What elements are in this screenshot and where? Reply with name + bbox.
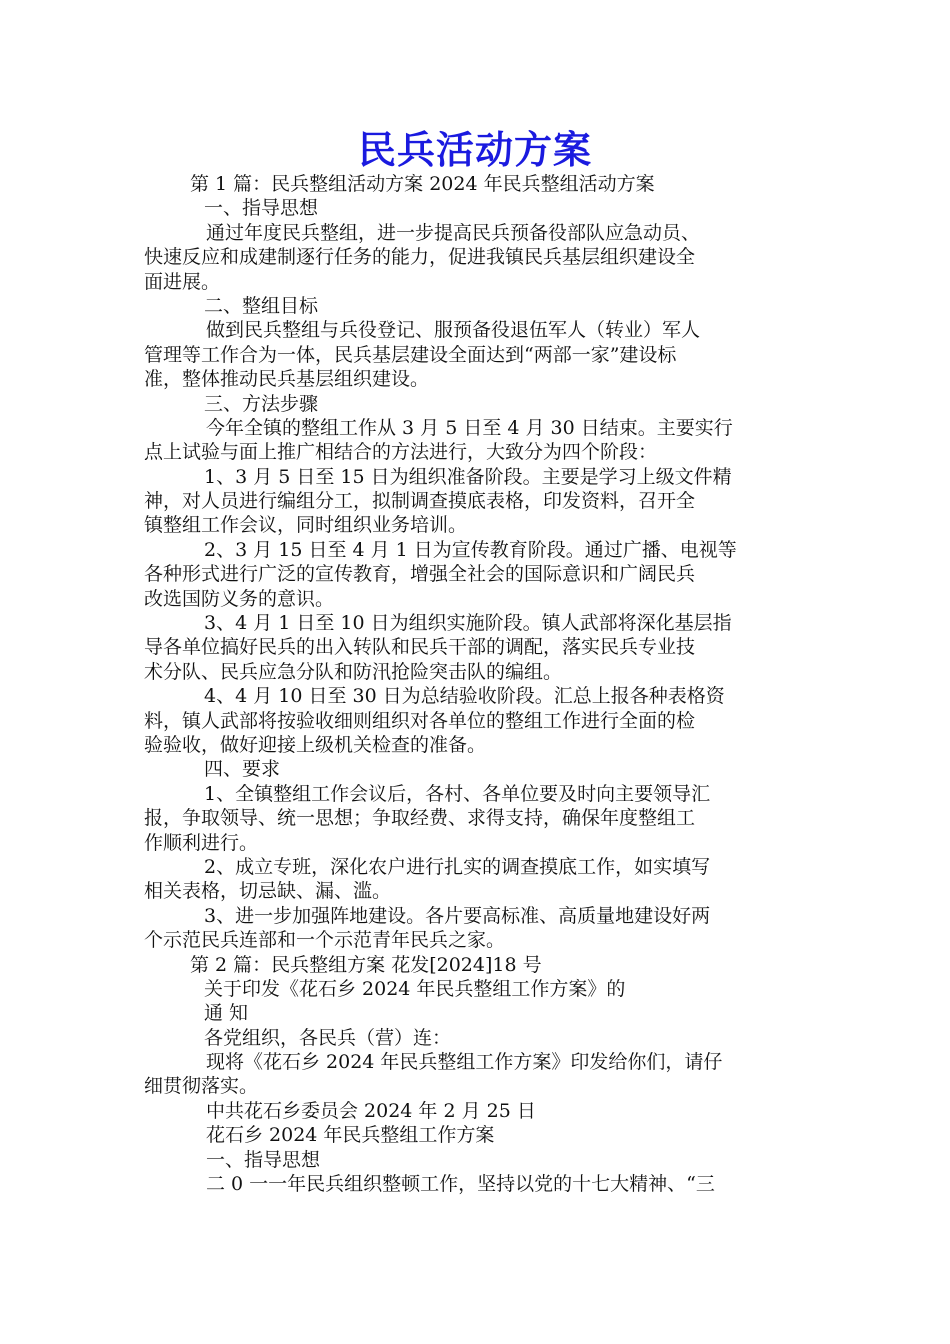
paragraph-line: 改选国防义务的意识。	[144, 587, 335, 610]
paragraph-line: 通过年度民兵整组，进一步提高民兵预备役部队应急动员、	[206, 221, 701, 244]
paragraph-line: 各种形式进行广泛的宣传教育，增强全社会的国际意识和广阔民兵	[144, 563, 696, 586]
document-title: 民兵活动方案	[357, 127, 592, 172]
paragraph-line: 关于印发《花石乡 2024 年民兵整组工作方案》的	[204, 977, 626, 1000]
paragraph-line: 点上试验与面上推广相结合的方法进行，大致分为四个阶段：	[144, 441, 658, 464]
section-heading: 二、整组目标	[204, 294, 319, 317]
paragraph-line: 准，整体推动民兵基层组织建设。	[144, 368, 430, 391]
paragraph-line: 4、4 月 10 日至 30 日为总结验收阶段。汇总上报各种表格资	[204, 685, 725, 708]
document-body	[144, 172, 808, 1196]
paragraph-line: 面进展。	[144, 270, 221, 293]
paragraph-line: 细贯彻落实。	[144, 1075, 259, 1098]
paragraph-line: 相关表格，切忌缺、漏、滥。	[144, 880, 392, 903]
section-heading: 四、要求	[204, 758, 281, 781]
paragraph-line: 术分队、民兵应急分队和防汛抢险突击队的编组。	[144, 660, 563, 683]
paragraph-line: 通 知	[204, 1002, 249, 1025]
paragraph-line: 第 1 篇：民兵整组活动方案 2024 年民兵整组活动方案	[190, 173, 655, 195]
paragraph-line: 报，争取领导、统一思想；争取经费、求得支持，确保年度整组工	[144, 807, 696, 830]
paragraph-line: 料，镇人武部将按验收细则组织对各单位的整组工作进行全面的检	[144, 709, 696, 732]
paragraph-line: 导各单位搞好民兵的出入转队和民兵干部的调配，落实民兵专业技	[144, 636, 696, 659]
section-heading: 三、方法步骤	[204, 392, 319, 415]
section-heading: 一、指导思想	[204, 197, 319, 220]
paragraph-line: 快速反应和成建制逐行任务的能力，促进我镇民兵基层组织建设全	[144, 246, 696, 269]
paragraph-line: 镇整组工作会议，同时组织业务培训。	[144, 514, 468, 537]
paragraph-line: 2、3 月 15 日至 4 月 1 日为宣传教育阶段。通过广播、电视等	[204, 538, 737, 561]
paragraph-line: 2、成立专班，深化农户进行扎实的调查摸底工作，如实填写	[204, 855, 711, 878]
paragraph-line: 第 2 篇：民兵整组方案 花发[2024]18 号	[190, 953, 542, 976]
paragraph-line: 3、进一步加强阵地建设。各片要高标准、高质量地建设好两	[204, 904, 711, 927]
paragraph-line: 1、3 月 5 日至 15 日为组织准备阶段。主要是学习上级文件精	[204, 465, 732, 488]
paragraph-line: 中共花石乡委员会 2024 年 2 月 25 日	[206, 1099, 536, 1122]
paragraph-line: 花石乡 2024 年民兵整组工作方案	[206, 1124, 495, 1147]
paragraph-line: 做到民兵整组与兵役登记、服预备役退伍军人（转业）军人	[206, 319, 701, 342]
paragraph-line: 个示范民兵连部和一个示范青年民兵之家。	[144, 929, 506, 952]
paragraph-line: 二 0 一一年民兵组织整顿工作，坚持以党的十七大精神、“三	[206, 1173, 715, 1196]
paragraph-line: 各党组织，各民兵（营）连：	[204, 1026, 452, 1049]
paragraph-line: 神，对人员进行编组分工，拟制调查摸底表格，印发资料，召开全	[144, 490, 696, 513]
paragraph-line: 作顺利进行。	[144, 831, 259, 854]
paragraph-line: 今年全镇的整组工作从 3 月 5 日至 4 月 30 日结束。主要实行	[206, 416, 733, 439]
paragraph-line: 管理等工作合为一体，民兵基层建设全面达到“两部一家”建设标	[144, 343, 677, 366]
paragraph-line: 现将《花石乡 2024 年民兵整组工作方案》印发给你们，请仔	[206, 1051, 723, 1074]
paragraph-line: 验验收，做好迎接上级机关检查的准备。	[144, 733, 487, 756]
paragraph-line: 3、4 月 1 日至 10 日为组织实施阶段。镇人武部将深化基层指	[204, 612, 732, 635]
section-heading: 一、指导思想	[206, 1148, 321, 1171]
paragraph-line: 1、全镇整组工作会议后，各村、各单位要及时向主要领导汇	[204, 782, 711, 805]
